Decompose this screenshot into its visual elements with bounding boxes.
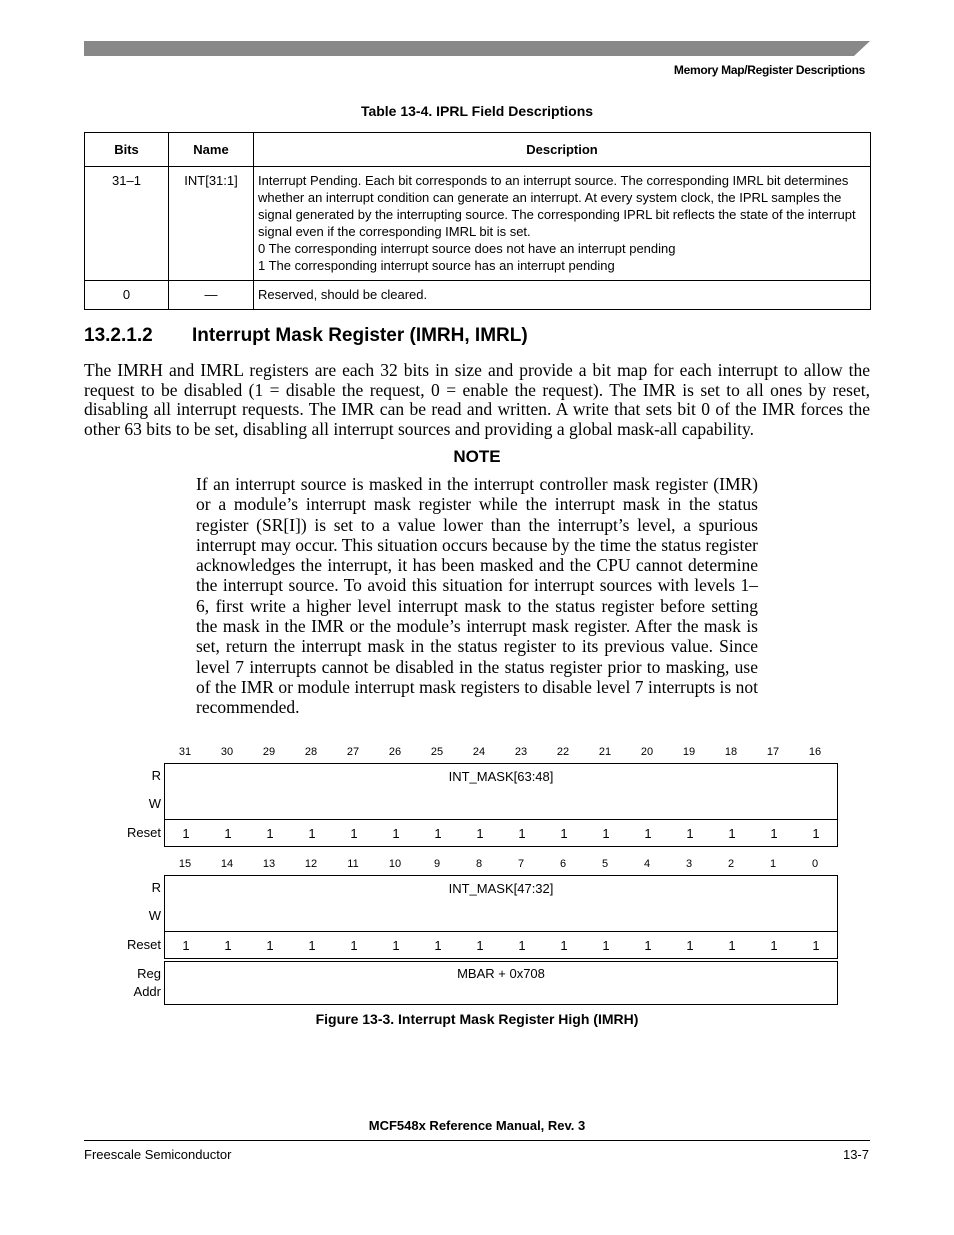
bit-number: 7: [517, 858, 525, 870]
reset-value: 1: [518, 826, 526, 841]
note-title: NOTE: [453, 447, 501, 466]
footer-title: MCF548x Reference Manual, Rev. 3: [368, 1118, 586, 1133]
bit-number: 21: [598, 746, 612, 758]
bit-number: 19: [682, 746, 696, 758]
reset-value: 1: [434, 826, 442, 841]
reset-value: 1: [644, 938, 652, 953]
row-label-reg: Reg: [137, 966, 161, 981]
table-row: [85, 281, 871, 310]
reset-value: 1: [182, 826, 190, 841]
reset-value: 1: [812, 938, 820, 953]
reset-value: 1: [644, 826, 652, 841]
register-field-upper: [164, 763, 838, 820]
page-number: 13-7: [842, 1147, 869, 1162]
row-label-addr: Addr: [133, 984, 161, 999]
bit-number: 30: [220, 746, 234, 758]
bit-number: 16: [808, 746, 822, 758]
reset-value: 1: [266, 826, 274, 841]
cell-bits: 0: [85, 281, 169, 310]
reset-value: 1: [686, 938, 694, 953]
bit-number: 12: [304, 858, 318, 870]
reset-value: 1: [686, 826, 694, 841]
description-text: Interrupt Pending. Each bit corresponds to an interrupt source. The corresponding IMRL bit determines whether an interrupt condition can generate an interrupt. At every system clock, the IPRL samples the signal generated by the interrupting source. The corresponding IPRL bit reflects the state of the interrupt signal even if the corresponding IMRL bit is set.: [258, 173, 856, 239]
bit-number: 25: [430, 746, 444, 758]
reset-value: 1: [560, 826, 568, 841]
reset-value: 1: [602, 826, 610, 841]
row-label-reset: Reset: [127, 825, 161, 840]
reset-value: 1: [476, 938, 484, 953]
description-value-0: 0 The corresponding interrupt source does not have an interrupt pending: [258, 241, 676, 256]
bit-number: 31: [178, 746, 192, 758]
header-description: Description: [254, 133, 871, 167]
reset-value: 1: [518, 938, 526, 953]
header-bar: [84, 41, 870, 56]
row-label-w: W: [148, 796, 161, 811]
bit-number: 4: [643, 858, 651, 870]
section-title: Interrupt Mask Register (IMRH, IMRL): [192, 325, 528, 346]
reset-value: 1: [770, 826, 778, 841]
iprl-field-table: [84, 132, 871, 310]
register-address-box: [164, 961, 838, 1005]
bit-number: 15: [178, 858, 192, 870]
bit-number: 1: [769, 858, 777, 870]
section-number: 13.2.1.2: [84, 325, 153, 346]
reset-value: 1: [434, 938, 442, 953]
reset-value: 1: [350, 826, 358, 841]
bit-number: 13: [262, 858, 276, 870]
reset-value: 1: [308, 826, 316, 841]
reset-value: 1: [770, 938, 778, 953]
cell-description: [254, 167, 871, 281]
bit-number: 2: [727, 858, 735, 870]
reset-value: 1: [812, 826, 820, 841]
bit-number: 10: [388, 858, 402, 870]
bit-numbers-upper: [164, 746, 838, 760]
running-head: Memory Map/Register Descriptions: [673, 63, 865, 77]
row-label-r: R: [151, 880, 161, 895]
cell-name: INT[31:1]: [169, 167, 254, 281]
reset-value: 1: [224, 826, 232, 841]
field-name: INT_MASK[63:48]: [448, 769, 554, 784]
footer-publisher: Freescale Semiconductor: [84, 1147, 232, 1162]
bit-number: 23: [514, 746, 528, 758]
bit-number: 28: [304, 746, 318, 758]
reset-value: 1: [350, 938, 358, 953]
reset-value: 1: [308, 938, 316, 953]
table-title: Table 13-4. IPRL Field Descriptions: [360, 103, 594, 119]
header-name: Name: [169, 133, 254, 167]
register-field-lower: [164, 875, 838, 932]
bit-number: 14: [220, 858, 234, 870]
row-label-r: R: [151, 768, 161, 783]
bit-number: 5: [601, 858, 609, 870]
bit-number: 26: [388, 746, 402, 758]
bit-number: 0: [811, 858, 819, 870]
bit-number: 8: [475, 858, 483, 870]
section-heading: [84, 325, 528, 347]
body-paragraph: The IMRH and IMRL registers are each 32 bits in size and provide a bit map for each interrupt to allow the request to be disabled (1 = disable the request, 0 = enable the request). The IMR is set to all ones by reset, disabling all interrupt requests. The IMR can be read and written. A write that sets bit 0 of the IMR forces the other 63 bits to be set, disabling all interrupt sources and providing a global mask-all capability.: [84, 360, 870, 439]
reset-value: 1: [224, 938, 232, 953]
field-name: INT_MASK[47:32]: [448, 881, 554, 896]
header-bits: Bits: [85, 133, 169, 167]
bit-number: 9: [433, 858, 441, 870]
row-label-w: W: [148, 908, 161, 923]
cell-name: —: [169, 281, 254, 310]
bit-number: 24: [472, 746, 486, 758]
reset-value: 1: [476, 826, 484, 841]
register-address: MBAR + 0x708: [457, 966, 545, 981]
figure-caption: Figure 13-3. Interrupt Mask Register High (IMRH): [315, 1011, 639, 1027]
footer-rule: [84, 1140, 870, 1141]
reset-value: 1: [728, 938, 736, 953]
cell-description: Reserved, should be cleared.: [254, 281, 871, 310]
note-body: If an interrupt source is masked in the interrupt controller mask register (IMR) or a module’s interrupt mask register while the interrupt mask in the status register (SR[I]) is set to a value lower than the interrupt’s level, a spurious interrupt may occur. This situation occurs because by the time the status register acknowledges the interrupt, it has been masked and the CPU cannot determine the interrupt source. To avoid this situation for interrupt sources with levels 1–6, first write a higher level interrupt mask to the status register before setting the mask in the IMR or the module’s interrupt mask register. After the mask is set, return the interrupt mask in the status register to its previous value. Since level 7 interrupts cannot be disabled in the status register prior to masking, use of the IMR or module interrupt mask registers to disable level 7 interrupts is not recommended.: [196, 474, 758, 718]
bit-number: 3: [685, 858, 693, 870]
bit-number: 29: [262, 746, 276, 758]
reset-values-upper: [164, 820, 838, 847]
reset-value: 1: [392, 826, 400, 841]
bit-number: 11: [347, 858, 359, 870]
bit-number: 18: [724, 746, 738, 758]
reset-value: 1: [392, 938, 400, 953]
reset-value: 1: [602, 938, 610, 953]
bit-number: 6: [559, 858, 567, 870]
reset-value: 1: [728, 826, 736, 841]
bit-number: 22: [556, 746, 570, 758]
row-label-reset: Reset: [127, 937, 161, 952]
table-row: [85, 167, 871, 281]
cell-bits: 31–1: [85, 167, 169, 281]
description-value-1: 1 The corresponding interrupt source has an interrupt pending: [258, 258, 615, 273]
reset-value: 1: [560, 938, 568, 953]
bit-number: 20: [640, 746, 654, 758]
bit-number: 17: [766, 746, 780, 758]
reset-values-lower: [164, 932, 838, 959]
bit-number: 27: [346, 746, 360, 758]
reset-value: 1: [266, 938, 274, 953]
bit-numbers-lower: [164, 858, 838, 872]
reset-value: 1: [182, 938, 190, 953]
